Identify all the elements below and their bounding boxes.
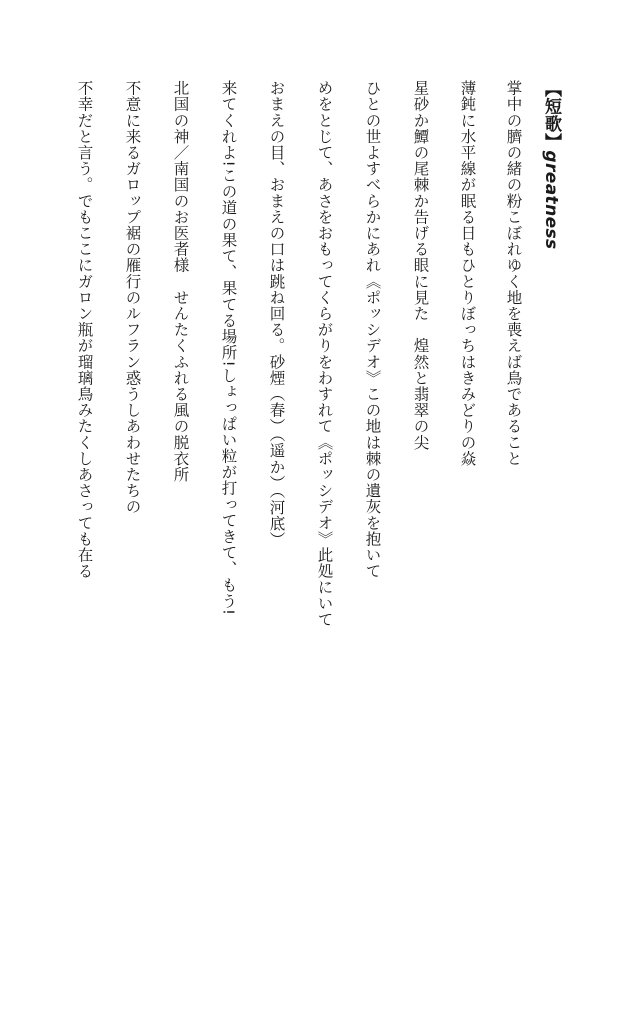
poem-line-6: おまえの目、おまえの口は跳ね回る。砂煙（春）（遥か）（河底）	[267, 80, 286, 548]
poem-line-8: 北国の神／南国のお医者様 せんたくふれる風の脱衣所	[171, 80, 190, 483]
poem-line-2: 薄鈍に水平線が眠る日もひとりぼっちはきみどりの焱	[458, 80, 477, 467]
poem-line-10: 不幸だと言う。でもここにガロン瓶が瑠璃鳥みたくしあさっても在る	[75, 80, 94, 580]
page-title	[542, 80, 559, 250]
poem-line-1: 掌中の臍の緒の粉こぼれゆく地を喪えば鳥であること	[504, 80, 523, 467]
poem-line-9: 不意に来るガロップ裾の雁行のルフラン惑うしあわせたちの	[123, 80, 142, 515]
title-label: 【短歌】	[541, 80, 561, 151]
title-subtitle: greatness	[541, 150, 561, 250]
poem-line-5: めをとじて、あさをおもってくらがりをわすれて《ポッシデオ》此処にいて	[315, 80, 334, 628]
poem-line-4: ひとの世よすべらかにあれ《ポッシデオ》この地は棘の遺灰を抱いて	[363, 80, 382, 580]
poem-line-7: 来てくれよ!この道の果て、果てる場所!しょっぱい粒が打ってきて、もう!	[219, 80, 238, 616]
poem-line-3: 星砂か鱏の尾棘か告げる眼に見た 煌然と翡翠の尖	[411, 80, 430, 451]
